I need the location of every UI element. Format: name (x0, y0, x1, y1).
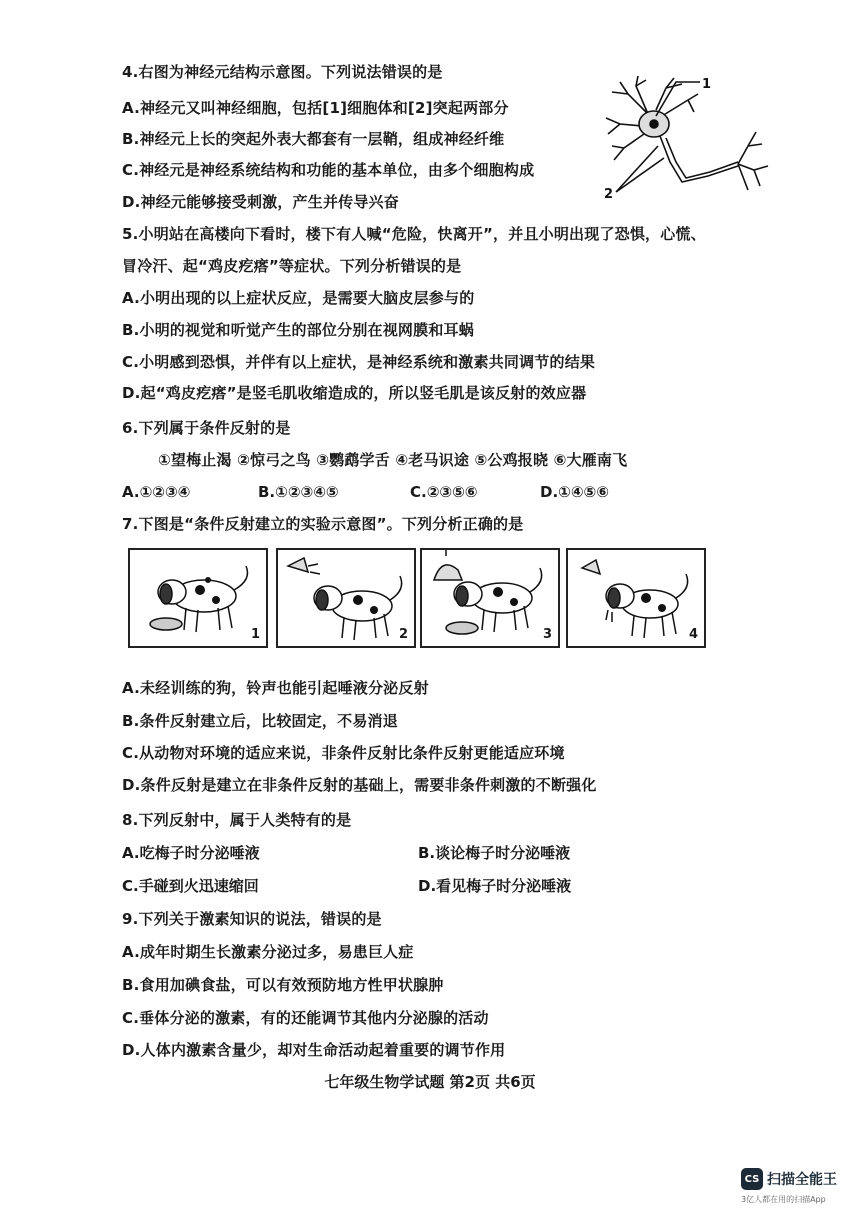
page-footer: 七年级生物学试题 第2页 共6页 (324, 1073, 536, 1091)
experiment-panel-1 (128, 548, 268, 648)
q7-stem: 7.下图是“条件反射建立的实验示意图”。下列分析正确的是 (122, 515, 524, 533)
q5-option-d: D.起“鸡皮疙瘩”是竖毛肌收缩造成的，所以竖毛肌是该反射的效应器 (122, 384, 587, 402)
q5-option-a: A.小明出现的以上症状反应，是需要大脑皮层参与的 (122, 289, 475, 307)
q5-option-c: C.小明感到恐惧，并伴有以上症状，是神经系统和激素共同调节的结果 (122, 353, 596, 371)
dog-salivating-icon (568, 550, 704, 646)
q9-option-a: A.成年时期生长激素分泌过多，易患巨人症 (122, 943, 414, 961)
panel-number: 2 (398, 627, 408, 642)
q6-option-d: D.①④⑤⑥ (540, 483, 609, 501)
dog-bell-icon (278, 550, 414, 646)
camscanner-tagline: 3亿人都在用的扫描App (741, 1195, 826, 1204)
experiment-panel-2 (276, 548, 416, 648)
q5-stem-line1: 5.小明站在高楼向下看时，楼下有人喊“危险，快离开”，并且小明出现了恐惧，心慌、 (122, 225, 706, 243)
q5-option-b: B.小明的视觉和听觉产生的部位分别在视网膜和耳蜗 (122, 321, 474, 339)
camscanner-icon: CS (741, 1168, 763, 1190)
q8-option-c: C.手碰到火迅速缩回 (122, 877, 259, 895)
q7-option-a: A.未经训练的狗，铃声也能引起唾液分泌反射 (122, 679, 429, 697)
q6-option-c: C.②③⑤⑥ (410, 483, 478, 501)
neuron-label-2: 2 (604, 187, 614, 202)
camscanner-logo (741, 1168, 837, 1190)
experiment-panel-4 (566, 548, 706, 648)
q8-stem: 8.下列反射中，属于人类特有的是 (122, 811, 352, 829)
q8-option-a: A.吃梅子时分泌唾液 (122, 844, 260, 862)
q7-option-d: D.条件反射是建立在非条件反射的基础上，需要非条件刺激的不断强化 (122, 776, 597, 794)
q9-stem: 9.下列关于激素知识的说法，错误的是 (122, 910, 382, 928)
neuron-diagram (598, 74, 774, 202)
camscanner-name: 扫描全能王 (767, 1172, 837, 1188)
q6-option-a: A.①②③④ (122, 483, 191, 501)
q4-option-c: C.神经元是神经系统结构和功能的基本单位，由多个细胞构成 (122, 161, 535, 179)
q6-items: ①望梅止渴 ②惊弓之鸟 ③鹦鹉学舌 ④老马识途 ⑤公鸡报晓 ⑥大雁南飞 (158, 451, 628, 469)
panel-number: 1 (250, 627, 260, 642)
q4-stem: 4.右图为神经元结构示意图。下列说法错误的是 (122, 63, 443, 81)
q4-option-d: D.神经元能够接受刺激，产生并传导兴奋 (122, 193, 399, 211)
q9-option-c: C.垂体分泌的激素，有的还能调节其他内分泌腺的活动 (122, 1009, 489, 1027)
dog-eating-icon (130, 550, 266, 646)
panel-number: 3 (542, 627, 552, 642)
q8-option-d: D.看见梅子时分泌唾液 (418, 877, 572, 895)
q7-option-c: C.从动物对环境的适应来说，非条件反射比条件反射更能适应环境 (122, 744, 565, 762)
dog-bell-food-icon (422, 550, 558, 646)
q6-stem: 6.下列属于条件反射的是 (122, 419, 291, 437)
q6-option-b: B.①②③④⑤ (258, 483, 339, 501)
q9-option-d: D.人体内激素含量少，却对生命活动起着重要的调节作用 (122, 1041, 506, 1059)
q4-option-a: A.神经元又叫神经细胞，包括[1]细胞体和[2]突起两部分 (122, 99, 509, 117)
neuron-label-1: 1 (702, 77, 712, 92)
experiment-panel-3 (420, 548, 560, 648)
q4-option-b: B.神经元上长的突起外表大都套有一层鞘，组成神经纤维 (122, 130, 505, 148)
q9-option-b: B.食用加碘食盐，可以有效预防地方性甲状腺肿 (122, 976, 444, 994)
q8-option-b: B.谈论梅子时分泌唾液 (418, 844, 571, 862)
panel-number: 4 (688, 627, 698, 642)
q5-stem-line2: 冒冷汗、起“鸡皮疙瘩”等症状。下列分析错误的是 (122, 257, 462, 275)
q7-option-b: B.条件反射建立后，比较固定，不易消退 (122, 712, 398, 730)
